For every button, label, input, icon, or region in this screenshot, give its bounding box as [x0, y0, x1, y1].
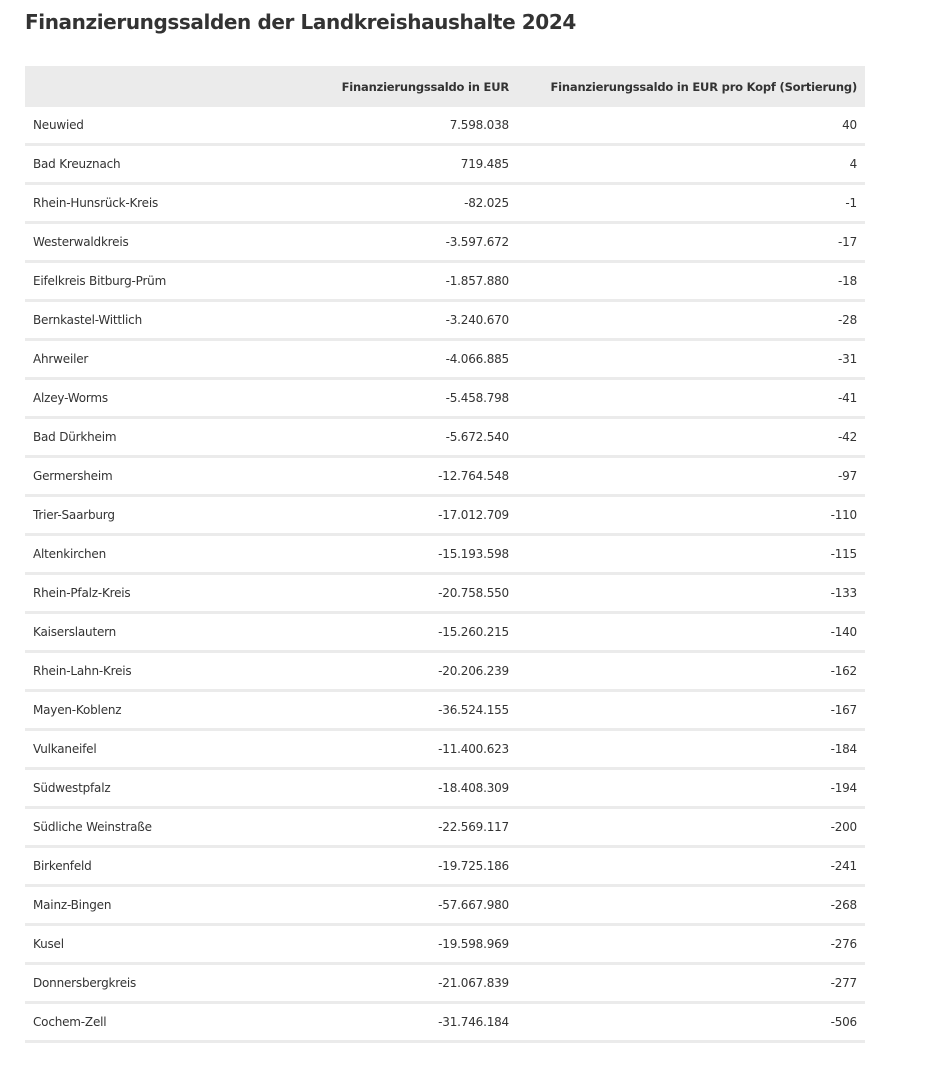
district-name-cell: Cochem-Zell [25, 1003, 283, 1042]
pro-kopf-cell: -277 [517, 964, 865, 1003]
pro-kopf-cell: -200 [517, 808, 865, 847]
district-name-cell: Alzey-Worms [25, 379, 283, 418]
table-row [25, 964, 865, 1003]
district-name-cell: Bad Kreuznach [25, 145, 283, 184]
pro-kopf-cell: -140 [517, 613, 865, 652]
district-name-cell: Altenkirchen [25, 535, 283, 574]
table-header-row [25, 66, 865, 107]
saldo-cell: -3.597.672 [283, 223, 517, 262]
district-name-cell: Rhein-Lahn-Kreis [25, 652, 283, 691]
pro-kopf-cell: -42 [517, 418, 865, 457]
saldo-cell: -4.066.885 [283, 340, 517, 379]
saldo-cell: 7.598.038 [283, 107, 517, 145]
table-row [25, 107, 865, 145]
saldo-cell: -11.400.623 [283, 730, 517, 769]
table-row [25, 574, 865, 613]
table-row [25, 886, 865, 925]
table-row [25, 535, 865, 574]
table-row [25, 457, 865, 496]
saldo-cell: -21.067.839 [283, 964, 517, 1003]
column-header-name [25, 66, 283, 107]
district-name-cell: Kusel [25, 925, 283, 964]
pro-kopf-cell: -162 [517, 652, 865, 691]
saldo-cell: -57.667.980 [283, 886, 517, 925]
district-name-cell: Südwestpfalz [25, 769, 283, 808]
pro-kopf-cell: -18 [517, 262, 865, 301]
pro-kopf-cell: -1 [517, 184, 865, 223]
saldo-cell: -5.458.798 [283, 379, 517, 418]
district-name-cell: Germersheim [25, 457, 283, 496]
pro-kopf-cell: -194 [517, 769, 865, 808]
pro-kopf-cell: -97 [517, 457, 865, 496]
district-name-cell: Ahrweiler [25, 340, 283, 379]
pro-kopf-cell: -276 [517, 925, 865, 964]
pro-kopf-cell: -28 [517, 301, 865, 340]
district-name-cell: Mainz-Bingen [25, 886, 283, 925]
saldo-cell: 719.485 [283, 145, 517, 184]
saldo-cell: -19.598.969 [283, 925, 517, 964]
pro-kopf-cell: -506 [517, 1003, 865, 1042]
table-row [25, 769, 865, 808]
column-header-saldo[interactable]: Finanzierungssaldo in EUR [341, 79, 509, 94]
pro-kopf-cell: -241 [517, 847, 865, 886]
pro-kopf-cell: 40 [517, 107, 865, 145]
saldo-cell: -17.012.709 [283, 496, 517, 535]
pro-kopf-cell: -133 [517, 574, 865, 613]
saldo-cell: -20.758.550 [283, 574, 517, 613]
table-row [25, 730, 865, 769]
pro-kopf-cell: -31 [517, 340, 865, 379]
table-row [25, 691, 865, 730]
saldo-cell: -18.408.309 [283, 769, 517, 808]
saldo-cell: -31.746.184 [283, 1003, 517, 1042]
saldo-cell: -1.857.880 [283, 262, 517, 301]
pro-kopf-cell: -184 [517, 730, 865, 769]
district-name-cell: Eifelkreis Bitburg-Prüm [25, 262, 283, 301]
table-row [25, 223, 865, 262]
table-row [25, 808, 865, 847]
district-name-cell: Rhein-Hunsrück-Kreis [25, 184, 283, 223]
saldo-cell: -36.524.155 [283, 691, 517, 730]
saldo-cell: -3.240.670 [283, 301, 517, 340]
table-row [25, 301, 865, 340]
pro-kopf-cell: -41 [517, 379, 865, 418]
table-row [25, 1003, 865, 1042]
column-header-pro-kopf[interactable]: Finanzierungssaldo in EUR pro Kopf (Sortierung) [550, 79, 857, 94]
table-row [25, 925, 865, 964]
saldo-cell: -15.193.598 [283, 535, 517, 574]
table-row [25, 184, 865, 223]
district-name-cell: Vulkaneifel [25, 730, 283, 769]
pro-kopf-cell: -167 [517, 691, 865, 730]
saldo-cell: -5.672.540 [283, 418, 517, 457]
district-name-cell: Birkenfeld [25, 847, 283, 886]
district-name-cell: Südliche Weinstraße [25, 808, 283, 847]
district-name-cell: Kaiserslautern [25, 613, 283, 652]
pro-kopf-cell: 4 [517, 145, 865, 184]
district-name-cell: Bad Dürkheim [25, 418, 283, 457]
district-name-cell: Trier-Saarburg [25, 496, 283, 535]
district-name-cell: Neuwied [25, 107, 283, 145]
table-row [25, 262, 865, 301]
table-row [25, 379, 865, 418]
saldo-cell: -15.260.215 [283, 613, 517, 652]
data-table [25, 66, 865, 1043]
pro-kopf-cell: -268 [517, 886, 865, 925]
saldo-cell: -20.206.239 [283, 652, 517, 691]
table-row [25, 613, 865, 652]
district-name-cell: Donnersbergkreis [25, 964, 283, 1003]
saldo-cell: -82.025 [283, 184, 517, 223]
saldo-cell: -22.569.117 [283, 808, 517, 847]
table-row [25, 847, 865, 886]
pro-kopf-cell: -115 [517, 535, 865, 574]
district-name-cell: Mayen-Koblenz [25, 691, 283, 730]
pro-kopf-cell: -17 [517, 223, 865, 262]
table-row [25, 418, 865, 457]
district-name-cell: Rhein-Pfalz-Kreis [25, 574, 283, 613]
pro-kopf-cell: -110 [517, 496, 865, 535]
saldo-cell: -19.725.186 [283, 847, 517, 886]
district-name-cell: Bernkastel-Wittlich [25, 301, 283, 340]
district-name-cell: Westerwaldkreis [25, 223, 283, 262]
saldo-cell: -12.764.548 [283, 457, 517, 496]
table-body [25, 107, 865, 1042]
table-row [25, 496, 865, 535]
table-row [25, 340, 865, 379]
page-title: Finanzierungssalden der Landkreishaushalte 2024 [25, 10, 576, 34]
table-header [25, 66, 865, 107]
table-row [25, 145, 865, 184]
table-row [25, 652, 865, 691]
